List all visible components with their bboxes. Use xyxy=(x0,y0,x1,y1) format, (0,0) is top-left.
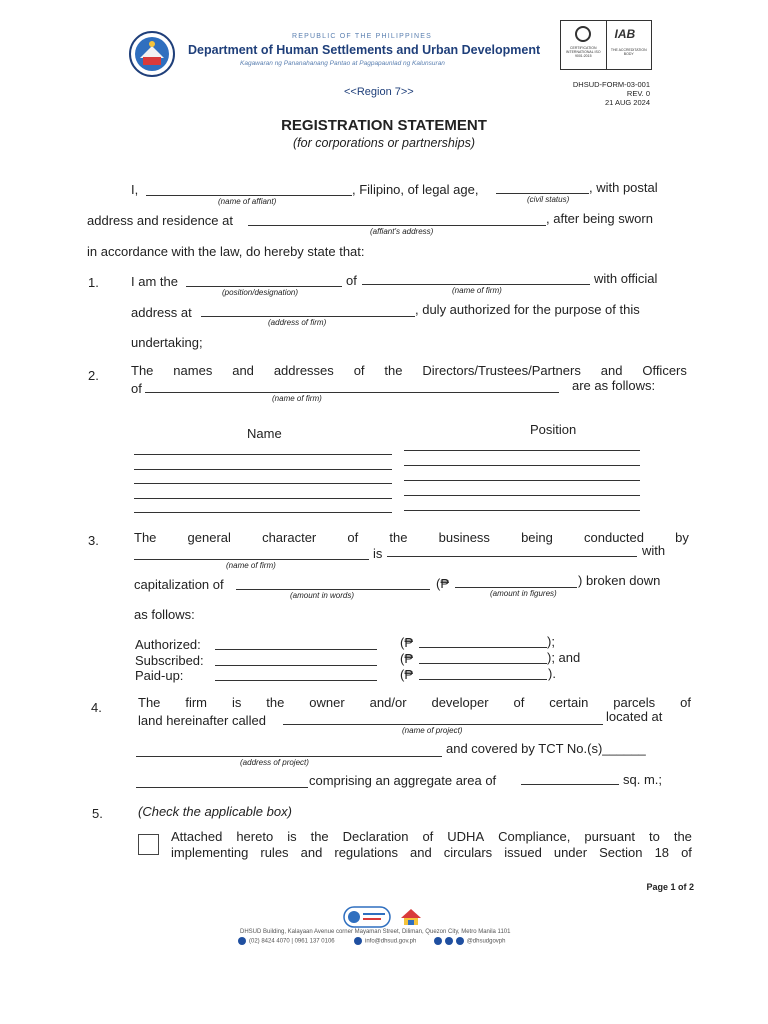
authorized-end: ); xyxy=(547,634,555,649)
cap-address-project: (address of project) xyxy=(240,758,309,767)
item3-with: with xyxy=(642,543,666,558)
item3-line1 xyxy=(134,530,689,545)
bagong-pilipinas-badge-icon xyxy=(343,906,391,928)
word: to xyxy=(648,829,660,844)
officer-position-field[interactable] xyxy=(404,495,640,496)
item2-as-follows: are as follows: xyxy=(572,378,656,393)
business-character-field[interactable] xyxy=(387,556,637,557)
subscribed-label: Subscribed: xyxy=(135,653,204,668)
cert-right-text: THE ACCREDITATION BODY xyxy=(610,48,647,56)
item4-sqm: sq. m.; xyxy=(623,772,663,787)
instagram-icon xyxy=(445,937,453,945)
item3-as-follows: as follows: xyxy=(134,607,195,622)
word: names xyxy=(173,363,213,378)
form-code: DHSUD-FORM-03-001 xyxy=(572,80,650,89)
item5-check-instruction: (Check the applicable box) xyxy=(138,804,292,819)
item1-undertaking: undertaking; xyxy=(131,335,203,350)
item1-i-am: I am the xyxy=(131,274,178,289)
cap-position: (position/designation) xyxy=(222,288,299,297)
word: the xyxy=(389,530,408,545)
housing-program-logo-icon xyxy=(398,906,424,928)
word: conducted xyxy=(584,530,645,545)
item4-line1 xyxy=(138,695,691,710)
word: by xyxy=(675,530,689,545)
cap-affiant-address: (affiant's address) xyxy=(370,227,434,236)
authorized-peso: (₱ xyxy=(400,635,413,650)
subscribed-words-field[interactable] xyxy=(215,665,377,666)
word: developer xyxy=(431,695,489,710)
accreditation-logo xyxy=(606,21,652,69)
word: pursuant xyxy=(584,829,635,844)
word: The xyxy=(131,363,154,378)
cap-firm-2: (name of firm) xyxy=(272,394,322,403)
word: circulars xyxy=(443,845,493,860)
capital-words-field[interactable] xyxy=(236,589,430,590)
cap-affiant: (name of affiant) xyxy=(218,197,277,206)
cap-address-firm: (address of firm) xyxy=(268,318,327,327)
officer-name-field[interactable] xyxy=(134,469,392,470)
word: of xyxy=(681,845,692,860)
item4-covered: and covered by TCT No.(s)______ xyxy=(446,741,646,756)
paid-up-end: ). xyxy=(548,666,556,681)
page-title: REGISTRATION STATEMENT xyxy=(281,117,487,134)
cap-figures: (amount in figures) xyxy=(490,589,557,598)
item1-of: of xyxy=(346,273,357,288)
item2-line1 xyxy=(131,363,687,378)
word: regulations xyxy=(334,845,398,860)
paid-up-figures-field[interactable] xyxy=(419,679,547,680)
intro-filipino: , Filipino, of legal age, xyxy=(352,182,479,197)
word: the xyxy=(266,695,285,710)
col-position-header: Position xyxy=(530,422,577,437)
intro-accordance: in accordance with the law, do hereby state that: xyxy=(87,244,365,259)
civil-status-field[interactable] xyxy=(496,193,589,194)
word: business xyxy=(438,530,490,545)
cap-project: (name of project) xyxy=(402,726,463,735)
item2-number: 2. xyxy=(88,368,99,383)
firm-name-field-2[interactable] xyxy=(145,392,559,393)
officer-name-field[interactable] xyxy=(134,512,392,513)
firm-name-field-1[interactable] xyxy=(362,284,590,285)
word: implementing xyxy=(171,845,249,860)
word: Section xyxy=(599,845,643,860)
footer-contact xyxy=(238,937,505,945)
word: character xyxy=(262,530,317,545)
authorized-label: Authorized: xyxy=(135,637,201,652)
paid-up-peso: (₱ xyxy=(400,667,413,682)
firm-address-field[interactable] xyxy=(201,316,415,317)
word: UDHA xyxy=(447,829,485,844)
item3-number: 3. xyxy=(88,533,99,548)
word: under xyxy=(553,845,588,860)
footer-email[interactable]: info@dhsud.gov.ph xyxy=(364,938,417,945)
affiant-address-field[interactable] xyxy=(248,225,546,226)
cap-firm-1: (name of firm) xyxy=(452,286,502,295)
item1-duly: , duly authorized for the purpose of this xyxy=(415,302,640,317)
tct-continuation-field[interactable] xyxy=(136,787,308,788)
word: of xyxy=(422,829,434,844)
cert-left-text: CERTIFICATION INTERNATIONAL ISO 9001:2015 xyxy=(565,46,601,58)
facebook-icon xyxy=(434,937,442,945)
item3-broken-down: ) broken down xyxy=(578,573,661,588)
footer-social[interactable]: @dhsudgovph xyxy=(466,938,506,945)
officer-name-field[interactable] xyxy=(134,498,392,499)
item4-number: 4. xyxy=(91,700,102,715)
page-subtitle: (for corporations or partnerships) xyxy=(292,136,476,150)
form-meta xyxy=(573,80,650,107)
word: Officers xyxy=(642,363,687,378)
word: issued xyxy=(504,845,542,860)
item1-address-at: address at xyxy=(131,305,192,320)
footer-phone: (02) 8424 4070 | 0961 137 0106 xyxy=(249,938,335,945)
item4-land: land hereinafter called xyxy=(138,713,266,728)
officer-position-field[interactable] xyxy=(404,450,640,451)
word: 18 xyxy=(654,845,670,860)
word: the xyxy=(310,829,329,844)
firm-name-field-3[interactable] xyxy=(134,559,369,560)
officer-position-field[interactable] xyxy=(404,510,640,511)
col-name-header: Name xyxy=(247,426,282,441)
word: of xyxy=(347,530,359,545)
affiant-name-field[interactable] xyxy=(146,195,352,196)
item2-of: of xyxy=(131,381,142,396)
word: Attached xyxy=(171,829,223,844)
page-number: Page 1 of 2 xyxy=(646,882,694,892)
item3-is: is xyxy=(373,546,383,561)
word: Declaration xyxy=(342,829,409,844)
word: hereto xyxy=(236,829,274,844)
word: and xyxy=(232,363,254,378)
officer-position-field[interactable] xyxy=(404,480,640,481)
region-label: <<Region 7>> xyxy=(344,86,414,98)
word: Compliance, xyxy=(498,829,571,844)
word: firm xyxy=(185,695,208,710)
word: rules xyxy=(260,845,289,860)
area-field[interactable] xyxy=(521,784,619,785)
header-republic: REPUBLIC OF THE PHILIPPINES xyxy=(292,33,433,40)
word: is xyxy=(231,695,242,710)
header-department: Department of Human Settlements and Urban Development xyxy=(188,43,541,57)
subscribed-figures-field[interactable] xyxy=(419,663,547,664)
word: The xyxy=(134,530,157,545)
item3-capitalization: capitalization of xyxy=(134,577,224,592)
subscribed-peso: (₱ xyxy=(400,651,413,666)
word: and/or xyxy=(369,695,407,710)
authorized-figures-field[interactable] xyxy=(419,647,547,648)
cert-right-logo: IAB xyxy=(614,27,636,41)
officer-name-field[interactable] xyxy=(134,454,392,455)
udha-compliance-checkbox[interactable] xyxy=(138,834,159,855)
certification-circle-icon xyxy=(574,25,592,43)
intro-address-residence: address and residence at xyxy=(87,213,233,228)
position-field[interactable] xyxy=(186,286,342,287)
word: The xyxy=(138,695,161,710)
item1-with-official: with official xyxy=(594,271,658,286)
item3-peso-open: (₱ xyxy=(436,576,449,591)
word: the xyxy=(384,363,403,378)
project-address-field[interactable] xyxy=(136,756,442,757)
header-tagline: Kagawaran ng Pananahanang Pantao at Pagpapaunlad ng Kalunsuran xyxy=(240,60,445,67)
subscribed-end: ); and xyxy=(547,650,581,665)
iso-certification-logo xyxy=(561,21,606,69)
officer-name-field[interactable] xyxy=(134,483,392,484)
word: owner xyxy=(309,695,345,710)
footer-address: DHSUD Building, Kalayaan Avenue corner Mayaman Street, Diliman, Quezon City, Metro Manila 1101 xyxy=(240,929,511,935)
intro-i: I, xyxy=(131,182,139,197)
officer-position-field[interactable] xyxy=(404,465,640,466)
word: general xyxy=(187,530,231,545)
x-icon xyxy=(456,937,464,945)
word: of xyxy=(680,695,691,710)
word: Directors/Trustees/Partners xyxy=(422,363,581,378)
word: being xyxy=(521,530,553,545)
paid-up-words-field[interactable] xyxy=(215,680,377,681)
word: certain xyxy=(549,695,589,710)
word: and xyxy=(600,363,623,378)
phone-icon xyxy=(238,937,246,945)
form-date: 21 AUG 2024 xyxy=(604,98,650,107)
intro-with-postal: , with postal xyxy=(589,180,658,195)
word: of xyxy=(513,695,525,710)
item4-located: located at xyxy=(606,709,663,724)
item5-line2 xyxy=(171,845,692,860)
cap-civil: (civil status) xyxy=(527,195,570,204)
word: the xyxy=(673,829,692,844)
item1-number: 1. xyxy=(88,275,99,290)
authorized-words-field[interactable] xyxy=(215,649,377,650)
paid-up-label: Paid-up: xyxy=(135,668,184,683)
word: addresses xyxy=(273,363,334,378)
form-revision: REV. 0 xyxy=(626,89,650,98)
cap-words: (amount in words) xyxy=(290,591,355,600)
item5-number: 5. xyxy=(92,806,103,821)
intro-after-sworn: , after being sworn xyxy=(546,211,653,226)
word: and xyxy=(410,845,432,860)
word: is xyxy=(287,829,297,844)
project-name-field[interactable] xyxy=(283,724,603,725)
email-icon xyxy=(354,937,362,945)
certification-logos xyxy=(560,20,652,70)
item4-comprising: comprising an aggregate area of xyxy=(309,773,497,788)
item5-line1 xyxy=(171,829,692,844)
word: parcels xyxy=(613,695,656,710)
cap-firm-3: (name of firm) xyxy=(226,561,276,570)
word: of xyxy=(353,363,365,378)
word: and xyxy=(300,845,323,860)
dhsud-seal-logo xyxy=(122,30,182,78)
capital-figures-field[interactable] xyxy=(455,587,577,588)
